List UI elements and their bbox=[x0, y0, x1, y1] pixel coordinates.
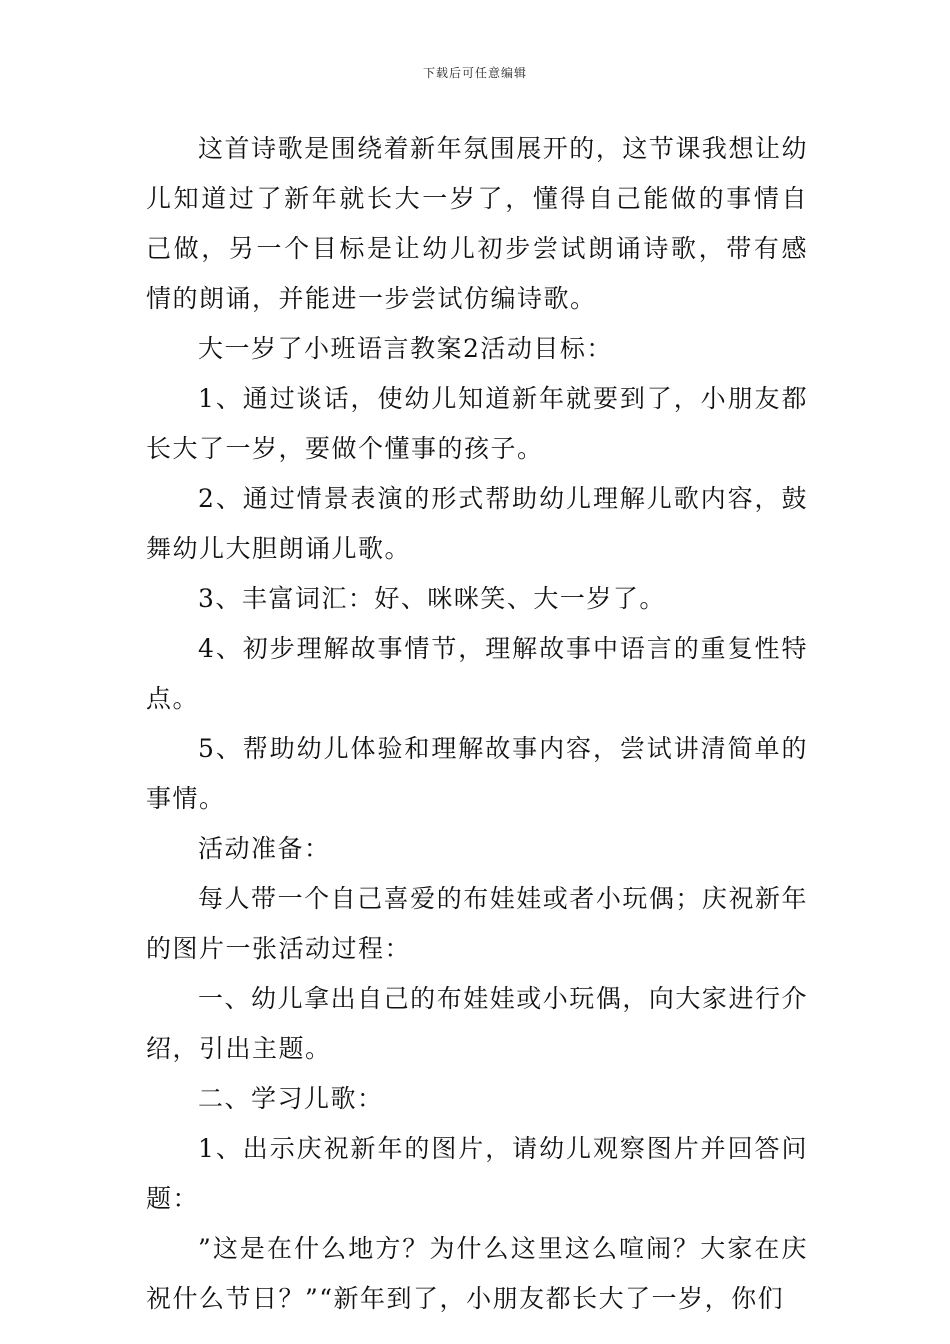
paragraph-objective-1: 1、通过谈话，使幼儿知道新年就要到了，小朋友都长大了一岁，要做个懂事的孩子。 bbox=[146, 384, 808, 463]
document-body bbox=[146, 124, 808, 1324]
paragraph-step-2-heading: 二、学习儿歌： bbox=[198, 1084, 384, 1113]
paragraph-objective-3: 3、丰富词汇：好、咪咪笑、大一岁了。 bbox=[198, 584, 666, 613]
paragraph-objective-2: 2、通过情景表演的形式帮助幼儿理解儿歌内容，鼓舞幼儿大胆朗诵儿歌。 bbox=[146, 484, 808, 563]
paragraph-objective-5: 5、帮助幼儿体验和理解故事内容，尝试讲清简单的事情。 bbox=[146, 734, 808, 813]
paragraph-intro: 这首诗歌是围绕着新年氛围展开的，这节课我想让幼儿知道过了新年就长大一岁了，懂得自己能做的事情自己做，另一个目标是让幼儿初步尝试朗诵诗歌，带有感情的朗诵，并能进一步尝试仿编诗歌。 bbox=[146, 134, 808, 313]
paragraph-dialogue: ”这是在什么地方？为什么这里这么喧闹？大家在庆祝什么节日？”“新年到了，小朋友都长大了一岁，你们 bbox=[146, 1234, 808, 1313]
paragraph-preparation-heading: 活动准备： bbox=[198, 834, 331, 863]
paragraph-step-2-1: 1、出示庆祝新年的图片，请幼儿观察图片并回答问题： bbox=[146, 1134, 808, 1213]
paragraph-preparation: 每人带一个自己喜爱的布娃娃或者小玩偶；庆祝新年的图片一张活动过程： bbox=[146, 884, 808, 963]
paragraph-objective-4: 4、初步理解故事情节，理解故事中语言的重复性特点。 bbox=[146, 634, 808, 713]
paragraph-step-1: 一、幼儿拿出自己的布娃娃或小玩偶，向大家进行介绍，引出主题。 bbox=[146, 984, 808, 1063]
page-header: 下载后可任意编辑 bbox=[422, 66, 527, 80]
paragraph-objectives-heading: 大一岁了小班语言教案2活动目标： bbox=[198, 334, 613, 363]
